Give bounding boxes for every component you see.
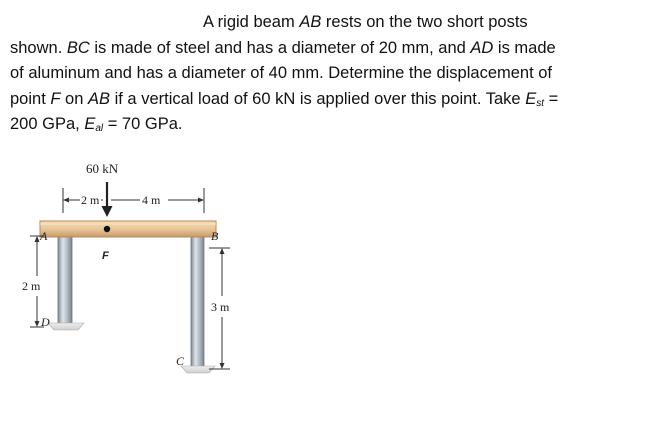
point-F-marker [104, 226, 110, 232]
post-BC [191, 236, 204, 368]
rigid-beam-AB [40, 221, 216, 237]
height-BC-label: 3 m [211, 300, 230, 314]
problem-line-1: A rigid beam AB rests on the two short posts [203, 13, 528, 31]
label-A: A [40, 229, 48, 243]
dim-right-label: 4 m [142, 193, 161, 207]
problem-line-3: of aluminum and has a diameter of 40 mm. Determine the displacement of [10, 64, 553, 82]
height-AD-label: 2 m [22, 279, 41, 293]
label-C: C [176, 354, 185, 368]
dim-left-label: 2 m [81, 193, 100, 207]
label-B: B [211, 229, 219, 243]
base-D [48, 323, 84, 330]
load-arrow [102, 182, 113, 217]
problem-line-5: 200 GPa, $E_{al} = 70$ GPa. [10, 115, 183, 134]
problem-line-2: shown. BC is made of steel and has a diameter of 20 mm, and AD is made [10, 38, 556, 57]
load-label: 60 kN [86, 161, 119, 176]
label-F: F [102, 250, 109, 262]
label-D: D [41, 315, 50, 329]
problem-line-4: point F on AB if a vertical load of 60 kN is applied over this point. Take $E_{st}$ = [10, 89, 559, 109]
post-AD [58, 236, 72, 325]
